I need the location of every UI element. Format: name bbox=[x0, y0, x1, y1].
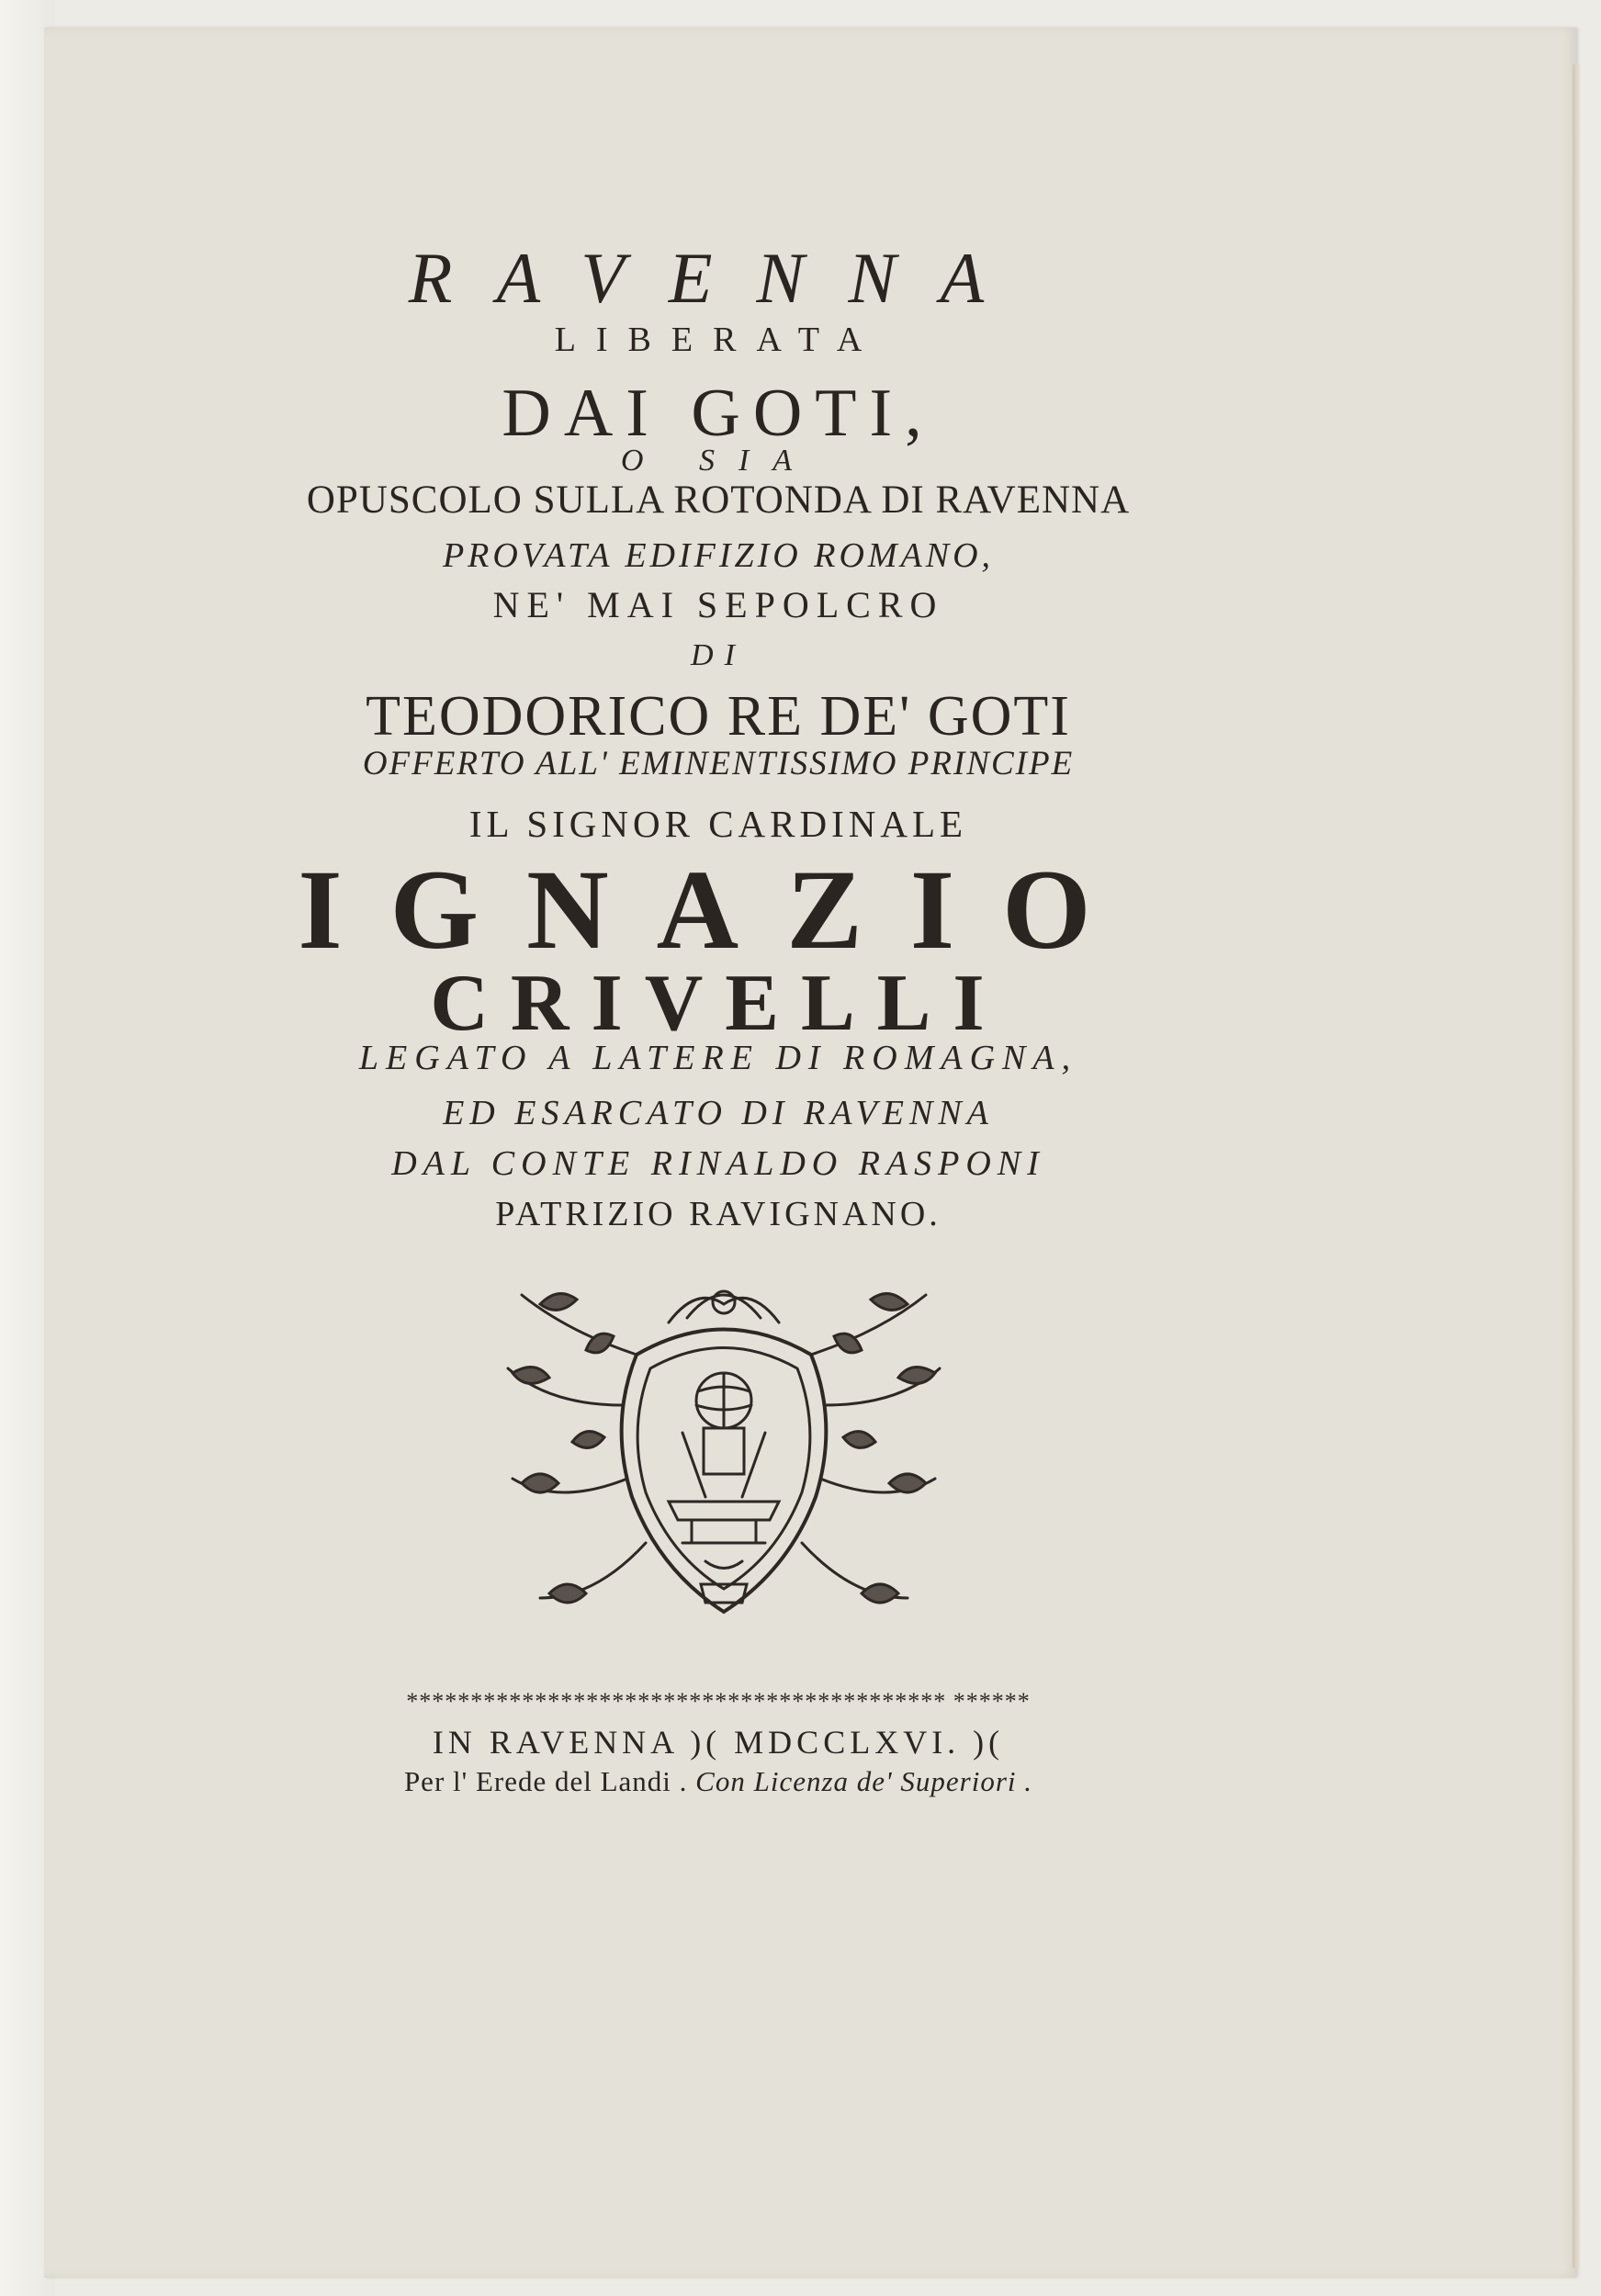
imprint-place-date: IN RAVENNA )( MDCCLXVI. )( bbox=[432, 1724, 1005, 1761]
title-page bbox=[44, 28, 1576, 2278]
title-dai-goti: DAI GOTI, bbox=[502, 376, 935, 451]
printers-device-cartouche-icon bbox=[485, 1267, 963, 1653]
subtitle-teodorico: TEODORICO RE DE' GOTI bbox=[366, 685, 1071, 748]
author-rasponi: DAL CONTE RINALDO RASPONI bbox=[391, 1144, 1045, 1183]
subtitle-opuscolo: OPUSCOLO SULLA ROTONDA DI RAVENNA bbox=[306, 478, 1131, 522]
ornamental-rule: ****************************************** ****** bbox=[406, 1688, 1031, 1715]
dedicatee-esarcato: ED ESARCATO DI RAVENNA bbox=[443, 1094, 994, 1132]
imprint-printer-prefix: Per l' Erede del Landi . bbox=[403, 1765, 688, 1797]
imprint-printer bbox=[44, 1765, 1392, 1798]
page-edge bbox=[1573, 64, 1580, 2268]
dedication-offerto: OFFERTO ALL' EMINENTISSIMO PRINCIPE bbox=[362, 745, 1075, 782]
dedicatee-legato: LEGATO A LATERE DI ROMAGNA, bbox=[358, 1039, 1078, 1077]
title-liberata: LIBERATA bbox=[554, 321, 883, 359]
dedicatee-crivelli: CRIVELLI bbox=[430, 959, 1007, 1048]
dedication-signor-cardinale: IL SIGNOR CARDINALE bbox=[468, 803, 968, 845]
imprint-license: Con Licenza de' Superiori . bbox=[695, 1765, 1033, 1797]
author-patrizio: PATRIZIO RAVIGNANO. bbox=[495, 1195, 941, 1233]
title-o-sia: O SIA bbox=[620, 444, 817, 478]
subtitle-di: DI bbox=[691, 638, 746, 672]
title-ravenna: RAVENNA bbox=[408, 238, 1029, 318]
dedicatee-ignazio: IGNAZIO bbox=[298, 847, 1139, 973]
subtitle-provata: PROVATA EDIFIZIO ROMANO, bbox=[442, 536, 995, 575]
subtitle-ne-mai: NE' MAI SEPOLCRO bbox=[492, 584, 944, 625]
